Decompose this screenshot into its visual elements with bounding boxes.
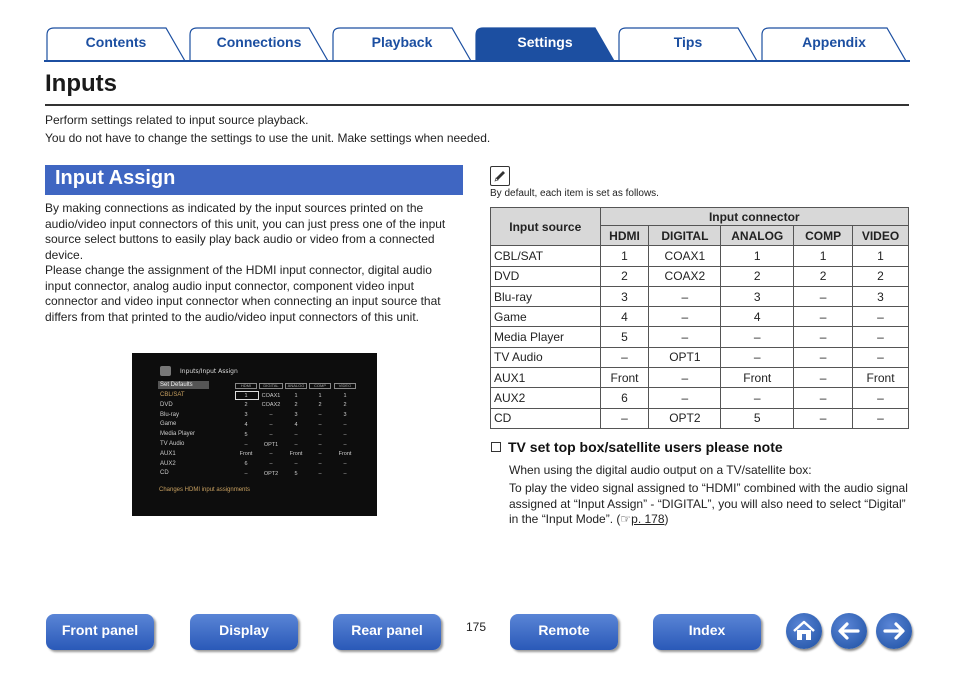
screen-cell: COAX2 xyxy=(261,402,281,409)
value-cell: – xyxy=(721,388,794,408)
value-cell: COAX2 xyxy=(649,266,721,286)
column-header: HDMI xyxy=(600,226,649,246)
screen-cell: – xyxy=(244,441,248,448)
screen-cell: 2 xyxy=(343,402,347,409)
remote-button[interactable]: Remote xyxy=(510,614,618,650)
value-cell: 2 xyxy=(853,266,909,286)
screen-cell: 1 xyxy=(318,392,322,399)
screen-cell: OPT2 xyxy=(263,470,279,477)
screen-cell: – xyxy=(294,431,298,438)
table-body xyxy=(491,246,909,429)
checkbox-square-icon xyxy=(491,442,501,452)
page-number: 175 xyxy=(466,620,487,634)
tab-connections[interactable] xyxy=(189,27,329,61)
source-cell: DVD xyxy=(491,266,601,286)
screen-cell: 6 xyxy=(244,461,248,468)
index-button[interactable]: Index xyxy=(653,614,761,650)
tab-label: Appendix xyxy=(802,34,866,50)
screen-row-label: Game xyxy=(160,421,177,428)
screen-col-header: VIDEO xyxy=(334,383,356,389)
tv-note-line-1: When using the digital audio output on a TV/satellite box: xyxy=(509,463,812,477)
tab-label: Playback xyxy=(371,34,433,50)
screen-cell: – xyxy=(343,431,347,438)
screen-cell: 4 xyxy=(244,421,248,428)
value-cell: 2 xyxy=(794,266,853,286)
title-divider xyxy=(45,104,909,106)
screen-row-label: AUX1 xyxy=(160,450,176,457)
value-cell: – xyxy=(600,347,649,367)
tv-note-close: ) xyxy=(664,512,669,526)
screen-row-label: Blu-ray xyxy=(160,411,180,418)
note-pencil-icon xyxy=(490,166,510,186)
screen-cell: OPT1 xyxy=(263,441,279,448)
value-cell: – xyxy=(794,388,853,408)
value-cell: – xyxy=(794,286,853,306)
value-cell: 3 xyxy=(853,286,909,306)
tv-note-title: TV set top box/satellite users please note xyxy=(508,439,783,455)
tab-settings[interactable] xyxy=(475,27,615,61)
table-row xyxy=(491,266,909,286)
screen-cell: – xyxy=(269,461,273,468)
screen-cell: 3 xyxy=(343,412,347,419)
rear-panel-button[interactable]: Rear panel xyxy=(333,614,441,650)
screen-col-header: HDMI xyxy=(235,383,257,389)
intro-line-2: You do not have to change the settings to use the unit. Make settings when needed. xyxy=(45,131,491,145)
screen-cell: 2 xyxy=(244,402,248,409)
value-cell: OPT1 xyxy=(649,347,721,367)
source-cell: Media Player xyxy=(491,327,601,347)
value-cell: 4 xyxy=(721,307,794,327)
screen-cell: 1 xyxy=(294,392,298,399)
screen-cell: – xyxy=(269,421,273,428)
tab-playback[interactable] xyxy=(332,27,472,61)
display-button[interactable]: Display xyxy=(190,614,298,650)
screen-cell: 4 xyxy=(294,421,298,428)
value-cell: – xyxy=(794,307,853,327)
value-cell: 2 xyxy=(721,266,794,286)
tv-note-text: To play the video signal assigned to “HDMI” combined with the audio signal assigned at “Input Assign” - “DIGITAL”, you will also need to select “Digital” in the “Input Mode”. ( xyxy=(509,481,908,526)
table-row xyxy=(491,246,909,266)
header-input-source: Input source xyxy=(491,208,601,246)
tab-label: Settings xyxy=(517,34,573,50)
table-row xyxy=(491,286,909,306)
value-cell: – xyxy=(649,368,721,388)
screen-cell: – xyxy=(318,451,322,458)
screen-row-label: DVD xyxy=(160,401,173,408)
value-cell: – xyxy=(853,347,909,367)
value-cell: 1 xyxy=(721,246,794,266)
screen-footer-hint: Changes HDMI input assignments xyxy=(159,487,251,493)
source-cell: AUX1 xyxy=(491,368,601,388)
screen-cell: – xyxy=(318,461,322,468)
tab-contents[interactable] xyxy=(46,27,186,61)
value-cell: Front xyxy=(721,368,794,388)
tab-tips[interactable] xyxy=(618,27,758,61)
source-cell: Blu-ray xyxy=(491,286,601,306)
value-cell: – xyxy=(649,327,721,347)
source-cell: Game xyxy=(491,307,601,327)
arrow-left-icon xyxy=(831,613,867,649)
forward-button[interactable] xyxy=(876,613,912,649)
value-cell: – xyxy=(649,307,721,327)
value-cell: 2 xyxy=(600,266,649,286)
screen-cell: 3 xyxy=(244,412,248,419)
tv-note-heading xyxy=(491,439,783,455)
default-note: By default, each item is set as follows. xyxy=(490,188,659,199)
source-cell: CD xyxy=(491,408,601,428)
screen-cell: 1 xyxy=(244,392,248,399)
screen-cell: – xyxy=(343,461,347,468)
value-cell: – xyxy=(721,347,794,367)
value-cell: – xyxy=(794,408,853,428)
screen-col-header: DIGITAL xyxy=(259,383,283,389)
value-cell: Front xyxy=(600,368,649,388)
table-row xyxy=(491,307,909,327)
column-header: VIDEO xyxy=(853,226,909,246)
screen-row-label: CBL/SAT xyxy=(160,392,185,398)
page-link[interactable]: p. 178 xyxy=(631,512,665,526)
source-cell: TV Audio xyxy=(491,347,601,367)
front-panel-button[interactable]: Front panel xyxy=(46,614,154,650)
value-cell: OPT2 xyxy=(649,408,721,428)
screen-row-label: AUX2 xyxy=(160,460,176,467)
screen-title: Inputs/Input Assign xyxy=(180,368,238,375)
value-cell: – xyxy=(649,286,721,306)
screen-cell: Front xyxy=(338,451,352,458)
column-header: ANALOG xyxy=(721,226,794,246)
screen-cell: – xyxy=(269,412,273,419)
tab-appendix[interactable] xyxy=(761,27,907,61)
screen-cell: – xyxy=(318,470,322,477)
screen-row-label: TV Audio xyxy=(160,441,185,447)
back-button[interactable] xyxy=(831,613,867,649)
value-cell: – xyxy=(794,327,853,347)
value-cell: – xyxy=(853,388,909,408)
screen-cell: – xyxy=(269,431,273,438)
source-cell: CBL/SAT xyxy=(491,246,601,266)
top-nav-tabs xyxy=(44,27,910,61)
screen-cell: – xyxy=(294,461,298,468)
screen-cell: 3 xyxy=(294,412,298,419)
gui-screenshot xyxy=(132,353,377,516)
table-row xyxy=(491,368,909,388)
column-header: COMP xyxy=(794,226,853,246)
screen-cell: – xyxy=(343,421,347,428)
value-cell: 6 xyxy=(600,388,649,408)
arrow-right-icon xyxy=(876,613,912,649)
page-title: Inputs xyxy=(45,70,117,97)
screen-cell: – xyxy=(343,441,347,448)
screen-col-header: COMP xyxy=(309,383,331,389)
table-row xyxy=(491,408,909,428)
value-cell: 5 xyxy=(721,408,794,428)
value-cell: COAX1 xyxy=(649,246,721,266)
tab-label: Contents xyxy=(85,34,147,50)
table-row xyxy=(491,388,909,408)
source-cell: AUX2 xyxy=(491,388,601,408)
gear-icon xyxy=(160,366,171,376)
screen-cell: Front xyxy=(239,451,253,458)
screen-cell: 5 xyxy=(294,470,298,477)
value-cell: 1 xyxy=(794,246,853,266)
screen-set-defaults: Set Defaults xyxy=(158,381,209,389)
value-cell: 5 xyxy=(600,327,649,347)
screen-cell: – xyxy=(269,451,273,458)
value-cell: 3 xyxy=(600,286,649,306)
screen-cell: – xyxy=(318,431,322,438)
section-title-bar: Input Assign xyxy=(45,165,463,195)
screen-cell: – xyxy=(244,470,248,477)
value-cell: – xyxy=(721,327,794,347)
table-row xyxy=(491,347,909,367)
home-icon xyxy=(786,613,822,649)
column-header: DIGITAL xyxy=(649,226,721,246)
screen-cell: Front xyxy=(289,451,303,458)
value-cell: – xyxy=(600,408,649,428)
tab-underline xyxy=(44,60,910,62)
table-row xyxy=(491,327,909,347)
screen-cell: 1 xyxy=(343,392,347,399)
value-cell: 1 xyxy=(600,246,649,266)
input-assign-table xyxy=(490,207,909,429)
screen-cell: – xyxy=(318,412,322,419)
intro-line-1: Perform settings related to input source playback. xyxy=(45,113,309,127)
value-cell: – xyxy=(853,307,909,327)
value-cell: – xyxy=(853,327,909,347)
tab-label: Tips xyxy=(673,34,703,50)
value-cell: 1 xyxy=(853,246,909,266)
screen-cell: 5 xyxy=(244,431,248,438)
hand-pointer-icon: ☞ xyxy=(620,512,632,526)
screen-row-label: Media Player xyxy=(160,431,196,438)
section-paragraph-2: Please change the assignment of the HDMI input connector, digital audio input connector, analog audio input connector, component video input connector and video input connector when connecting an input source that differs from that printed to the audio/video input connectors of this unit. xyxy=(45,263,441,324)
screen-cell: – xyxy=(318,421,322,428)
home-button[interactable] xyxy=(786,613,822,649)
screen-cell: – xyxy=(294,441,298,448)
screen-cell: COAX1 xyxy=(261,392,281,399)
value-cell: 3 xyxy=(721,286,794,306)
tv-note-line-2 xyxy=(509,481,909,528)
section-paragraph-1: By making connections as indicated by the input sources printed on the audio/video input connectors of this unit, you can just press one of the input source select buttons to easily play back audio or video from a connected device. xyxy=(45,201,446,262)
tab-label: Connections xyxy=(216,34,302,50)
value-cell: – xyxy=(853,408,909,428)
screen-cell: 2 xyxy=(294,402,298,409)
value-cell: Front xyxy=(853,368,909,388)
screen-row-label: CD xyxy=(160,470,169,477)
screen-cell: – xyxy=(318,441,322,448)
screen-col-header: ANALOG xyxy=(285,383,307,389)
screen-cell: – xyxy=(343,470,347,477)
value-cell: – xyxy=(794,347,853,367)
header-input-connector: Input connector xyxy=(600,208,908,226)
value-cell: – xyxy=(794,368,853,388)
screen-cell: 2 xyxy=(318,402,322,409)
value-cell: 4 xyxy=(600,307,649,327)
value-cell: – xyxy=(649,388,721,408)
